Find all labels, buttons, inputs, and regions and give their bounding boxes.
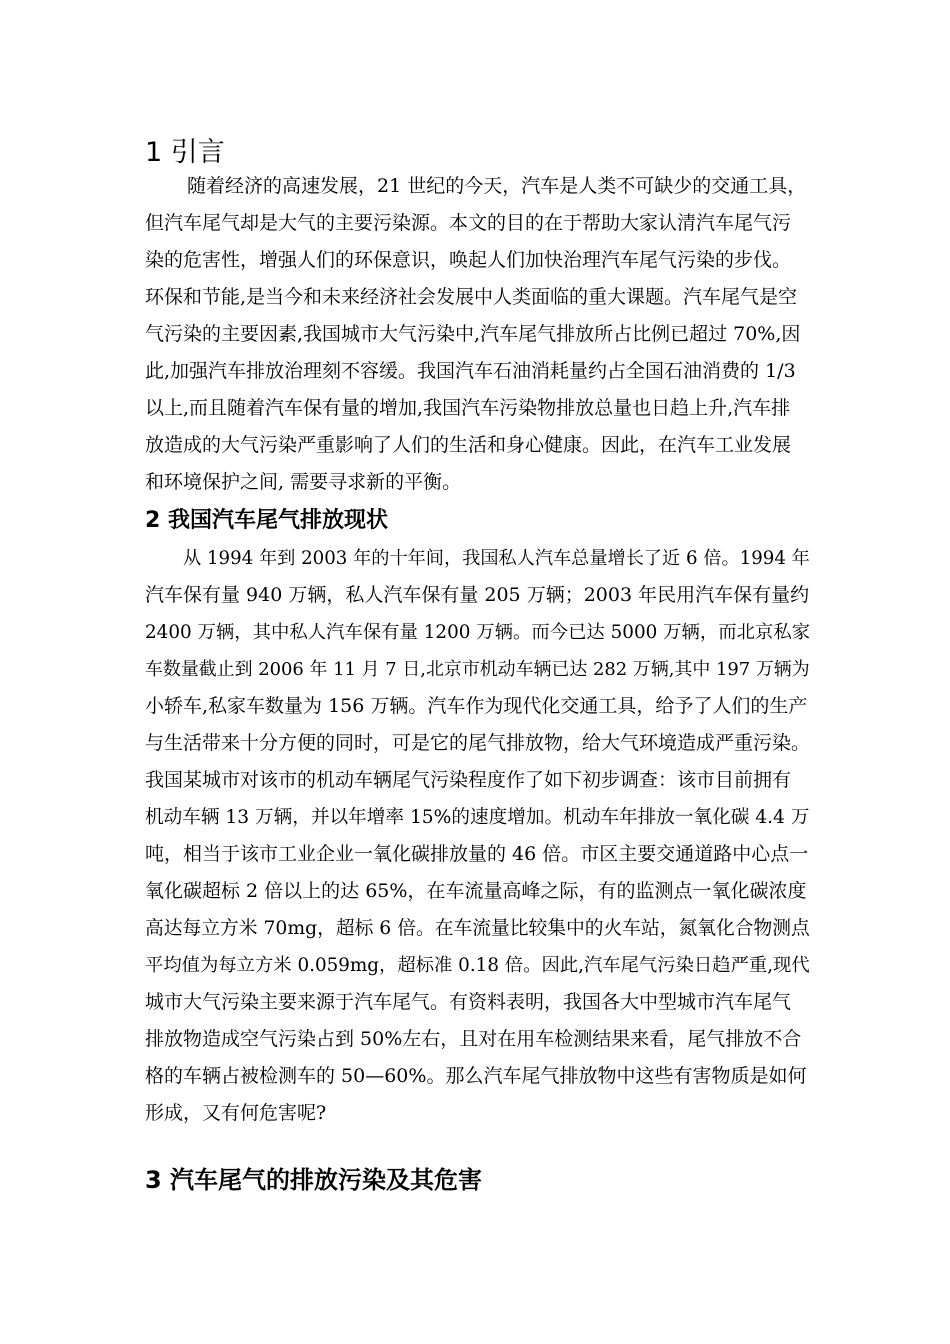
text-line: 2400 万辆，其中私人汽车保有量 1200 万辆。而今已达 5000 万辆，而北京私家 <box>145 622 811 643</box>
text-line: 与生活带来十分方便的同时，可是它的尾气排放物，给大气环境造成严重污染。 <box>145 732 811 754</box>
section-heading-emission-status: 2 我国汽车尾气排放现状 <box>145 508 388 533</box>
text-line: 染的危害性，增强人们的环保意识，唤起人们加快治理汽车尾气污染的步伐。 <box>145 249 792 271</box>
text-line: 随着经济的高速发展，21 世纪的今天，汽车是人类不可缺少的交通工具， <box>187 175 807 197</box>
text-line: 城市大气污染主要来源于汽车尾气。有资料表明，我国各大中型城市汽车尾气 <box>145 991 792 1013</box>
section-heading-pollution-hazards: 3 汽车尾气的排放污染及其危害 <box>145 1166 483 1194</box>
text-line: 环保和节能,是当今和未来经济社会发展中人类面临的重大课题。汽车尾气是空 <box>145 286 798 308</box>
text-line: 气污染的主要因素,我国城市大气污染中,汽车尾气排放所占比例已超过 70%,因 <box>145 323 801 345</box>
text-line: 汽车保有量 940 万辆，私人汽车保有量 205 万辆；2003 年民用汽车保有量约 <box>145 584 810 606</box>
text-line: 机动车辆 13 万辆，并以年增率 15%的速度增加。机动车年排放一氧化碳 4.4 万 <box>145 807 810 828</box>
section-heading-introduction: 1 引言 <box>145 137 225 168</box>
text-line: 放造成的大气污染严重影响了人们的生活和身心健康。因此，在汽车工业发展 <box>145 434 792 456</box>
text-line: 平均值为每立方米 0.059mg，超标准 0.18 倍。因此,汽车尾气污染日趋严重,现代 <box>145 955 810 976</box>
text-line: 形成，又有何危害呢? <box>145 1102 327 1124</box>
text-line: 小轿车,私家车数量为 156 万辆。汽车作为现代化交通工具，给予了人们的生产 <box>145 695 808 717</box>
text-line: 吨，相当于该市工业企业一氧化碳排放量的 46 倍。市区主要交通道路中心点一 <box>145 843 809 865</box>
text-line: 氧化碳超标 2 倍以上的达 65%，在车流量高峰之际，有的监测点一氧化碳浓度 <box>145 880 807 902</box>
text-line: 格的车辆占被检测车的 50—60%。那么汽车尾气排放物中这些有害物质是如何 <box>145 1065 807 1087</box>
text-line: 排放物造成空气污染占到 50%左右，且对在用车检测结果来看，尾气排放不合 <box>145 1028 802 1050</box>
text-line: 和环境保护之间, 需要寻求新的平衡。 <box>145 471 462 493</box>
text-line: 高达每立方米 70mg，超标 6 倍。在车流量比较集中的火车站，氮氧化合物测点 <box>145 918 810 939</box>
text-line: 此,加强汽车排放治理刻不容缓。我国汽车石油消耗量约占全国石油消费的 1/3 <box>145 360 796 382</box>
text-line: 以上,而且随着汽车保有量的增加,我国汽车污染物排放总量也日趋上升,汽车排 <box>145 397 791 419</box>
text-line: 我国某城市对该市的机动车辆尾气污染程度作了如下初步调查：该市目前拥有 <box>145 769 792 791</box>
text-line: 但汽车尾气却是大气的主要污染源。本文的目的在于帮助大家认清汽车尾气污 <box>145 212 792 234</box>
text-line: 从 1994 年到 2003 年的十年间，我国私人汽车总量增长了近 6 倍。1994 年 <box>183 548 810 569</box>
text-line: 车数量截止到 2006 年 11 月 7 日,北京市机动车辆已达 282 万辆,其中 197 万辆为 <box>145 659 810 680</box>
